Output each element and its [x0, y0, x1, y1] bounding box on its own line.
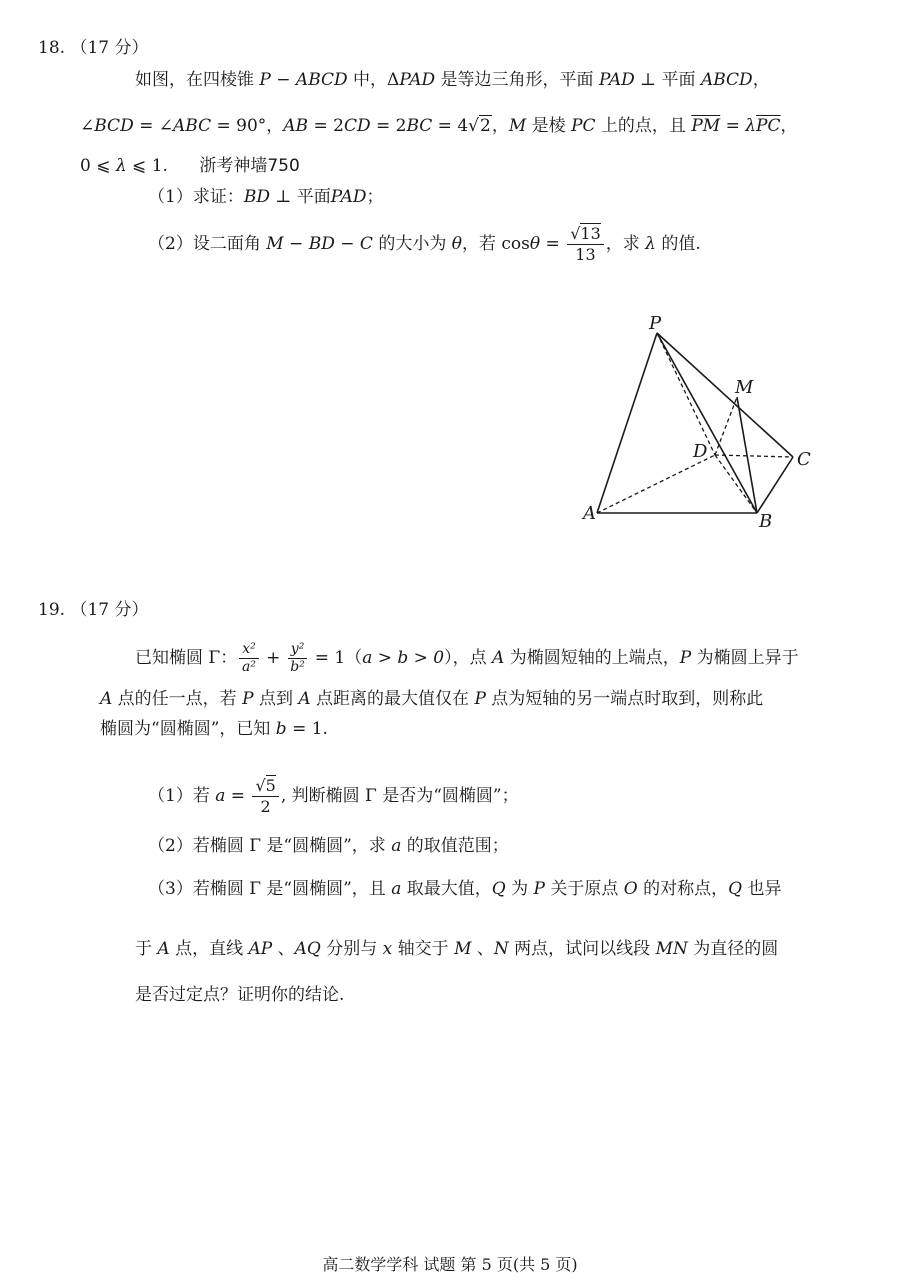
text: 已知椭圆 Γ： — [135, 648, 238, 668]
text: 轴交于 — [392, 939, 455, 959]
radicand: 2 — [480, 116, 491, 136]
text: ⊥ 平面 — [269, 187, 331, 207]
var: BC — [406, 116, 433, 136]
q19-part3-cont2 — [135, 983, 344, 1007]
text: 点为短轴的另一端点时取到，则称此 — [485, 689, 764, 709]
text: = 1. — [286, 719, 328, 739]
var: a — [215, 786, 226, 806]
text: 的大小为 — [372, 234, 452, 254]
var: CD — [343, 116, 371, 136]
label-M: M — [735, 377, 754, 398]
text: ， — [752, 70, 770, 90]
text: 是棱 — [526, 116, 572, 136]
text: 点，直线 — [169, 939, 249, 959]
q19-part3 — [148, 877, 781, 901]
var: M — [508, 116, 527, 136]
text: 为 — [505, 879, 534, 899]
text: − — [283, 234, 309, 254]
pyramid-figure — [575, 305, 825, 535]
q19-number: 19. — [38, 600, 66, 620]
numerator: √5 — [252, 776, 278, 797]
var: PAD — [330, 187, 367, 207]
text: （2）若椭圆 Γ 是“圆椭圆”，求 — [148, 836, 392, 856]
var: C — [359, 234, 373, 254]
label-D: D — [693, 441, 708, 462]
text: 中，Δ — [347, 70, 400, 90]
edge-DC — [715, 455, 793, 457]
text: 为椭圆短轴的上端点， — [504, 648, 680, 668]
var: Q — [728, 879, 743, 899]
radicand: 5 — [265, 776, 276, 795]
text: 的值. — [655, 234, 701, 254]
text: , 判断椭圆 Γ 是否为“圆椭圆”； — [280, 786, 519, 806]
edge-PD — [657, 333, 715, 455]
fraction-sqrt13-over-13 — [567, 224, 604, 265]
q18-part1 — [148, 185, 384, 209]
text: 两点，试问以线段 — [508, 939, 656, 959]
text: = 1（ — [309, 648, 363, 668]
edge-PC — [657, 333, 793, 457]
q18-score: （17 分） — [70, 38, 149, 58]
text: （1）求证： — [148, 187, 244, 207]
text: = — [720, 116, 746, 136]
var: PAD — [399, 70, 436, 90]
vector-pm: $\overline{PM}$ — [691, 116, 721, 136]
sqrt-expression: √2 — [468, 116, 491, 136]
text: ， — [491, 116, 509, 136]
var: AB — [283, 116, 309, 136]
text: 、 — [272, 939, 295, 959]
var: λ — [645, 234, 656, 254]
text: 、 — [471, 939, 494, 959]
vector-pc: $\overline{PC}$ — [756, 116, 781, 136]
var: P — [474, 689, 486, 709]
text: ； — [366, 187, 384, 207]
text: 于 — [135, 939, 158, 959]
label-B: B — [759, 511, 773, 532]
text: 0 ⩽ — [80, 156, 116, 176]
text: ，求 — [605, 234, 646, 254]
var: PC — [571, 116, 596, 136]
text: = 90°， — [211, 116, 284, 136]
var: PAD — [598, 70, 635, 90]
text: 上的点，且 — [595, 116, 692, 136]
text: − — [270, 70, 296, 90]
text: ⩽ 1. — [126, 156, 168, 176]
var: ABCD — [295, 70, 348, 90]
q18-line3 — [80, 154, 300, 178]
text: = — [225, 786, 251, 806]
text: （2）设二面角 — [148, 234, 267, 254]
text: 点的任一点，若 — [112, 689, 243, 709]
denominator: 13 — [575, 245, 596, 264]
var: AQ — [294, 939, 321, 959]
var: Q — [491, 879, 506, 899]
text: ⊥ 平面 — [634, 70, 701, 90]
text: 也异 — [742, 879, 782, 899]
q18-header — [38, 36, 149, 60]
var: a — [391, 836, 402, 856]
var: P — [242, 689, 254, 709]
var: M — [454, 939, 472, 959]
text: 分别与 — [320, 939, 383, 959]
q19-line1 — [135, 641, 799, 676]
var: A — [157, 939, 170, 959]
edge-PA — [597, 333, 657, 513]
var: P — [533, 879, 545, 899]
var: λ — [745, 116, 757, 136]
text: 为椭圆上异于 — [691, 648, 799, 668]
var: b — [275, 719, 287, 739]
segment-DB — [715, 455, 757, 513]
fraction-sqrt5-over-2 — [252, 776, 278, 817]
denominator: a² — [241, 659, 256, 675]
var: a — [391, 879, 402, 899]
var: P — [679, 648, 692, 668]
text: = 2 — [370, 116, 407, 136]
radicand: 13 — [580, 224, 601, 243]
denominator: 2 — [260, 797, 271, 816]
numerator: √13 — [567, 224, 604, 245]
text: 关于原点 — [544, 879, 624, 899]
var: BCD — [94, 116, 134, 136]
denominator: b² — [290, 659, 305, 675]
text: ∠ — [80, 116, 95, 136]
var: ABC — [173, 116, 212, 136]
label-A: A — [583, 503, 596, 524]
var: N — [493, 939, 509, 959]
q19-line3 — [100, 717, 328, 741]
text: 取最大值， — [401, 879, 492, 899]
var: BD — [243, 187, 270, 207]
var: x — [382, 939, 393, 959]
text: 点距离的最大值仅在 — [310, 689, 475, 709]
q19-part2 — [148, 834, 509, 858]
var: O — [623, 879, 638, 899]
var: A — [492, 648, 505, 668]
numerator: x² — [239, 641, 259, 659]
var: θ — [451, 234, 462, 254]
text: ，若 cos — [461, 234, 530, 254]
text: 的对称点， — [637, 879, 729, 899]
var: BD — [308, 234, 335, 254]
text: （1）若 — [148, 786, 216, 806]
text: 是等边三角形，平面 — [435, 70, 599, 90]
text: = 2 — [308, 116, 344, 136]
text: + — [260, 648, 286, 668]
text: 的取值范围； — [401, 836, 509, 856]
edge-BC — [757, 457, 793, 513]
fraction-y2-b2 — [288, 641, 308, 676]
segment-DM — [715, 397, 737, 455]
text: − — [334, 234, 360, 254]
q19-score: （17 分） — [70, 600, 149, 620]
text: = — [540, 234, 566, 254]
q19-line2 — [100, 687, 763, 711]
var: A — [100, 689, 113, 709]
var: ABCD — [700, 70, 753, 90]
text: ），点 — [444, 648, 493, 668]
text: = 4 — [432, 116, 469, 136]
condition: a > b > 0 — [362, 648, 445, 668]
text: ， — [780, 116, 798, 136]
var: M — [266, 234, 284, 254]
var: AP — [248, 939, 273, 959]
label-C: C — [797, 449, 811, 470]
label-P: P — [649, 313, 662, 334]
q18-part2 — [148, 224, 701, 265]
text: = ∠ — [133, 116, 173, 136]
q19-part1 — [148, 776, 519, 817]
var: A — [298, 689, 311, 709]
q18-line2 — [80, 114, 797, 138]
q19-part3-cont1 — [135, 937, 778, 961]
fraction-x2-a2 — [239, 641, 259, 676]
text: 是否过定点？证明你的结论. — [135, 985, 345, 1005]
text: 如图，在四棱锥 — [135, 70, 260, 90]
text: （3）若椭圆 Γ 是“圆椭圆”，且 — [148, 879, 392, 899]
q18-number: 18. — [38, 38, 66, 58]
edge-AD — [597, 455, 715, 513]
var: λ — [115, 156, 127, 176]
q19-header — [38, 598, 149, 622]
var: MN — [655, 939, 688, 959]
text: 点到 — [253, 689, 299, 709]
page-footer: 高二数学学科 试题 第 5 页(共 5 页) — [322, 1255, 578, 1274]
var: θ — [529, 234, 541, 254]
var: P — [259, 70, 271, 90]
numerator: y² — [288, 641, 308, 659]
text: 为直径的圆 — [687, 939, 779, 959]
q18-line1 — [135, 68, 770, 92]
watermark-text: 浙考神墙750 — [199, 156, 300, 176]
text: 椭圆为“圆椭圆”，已知 — [100, 719, 276, 739]
